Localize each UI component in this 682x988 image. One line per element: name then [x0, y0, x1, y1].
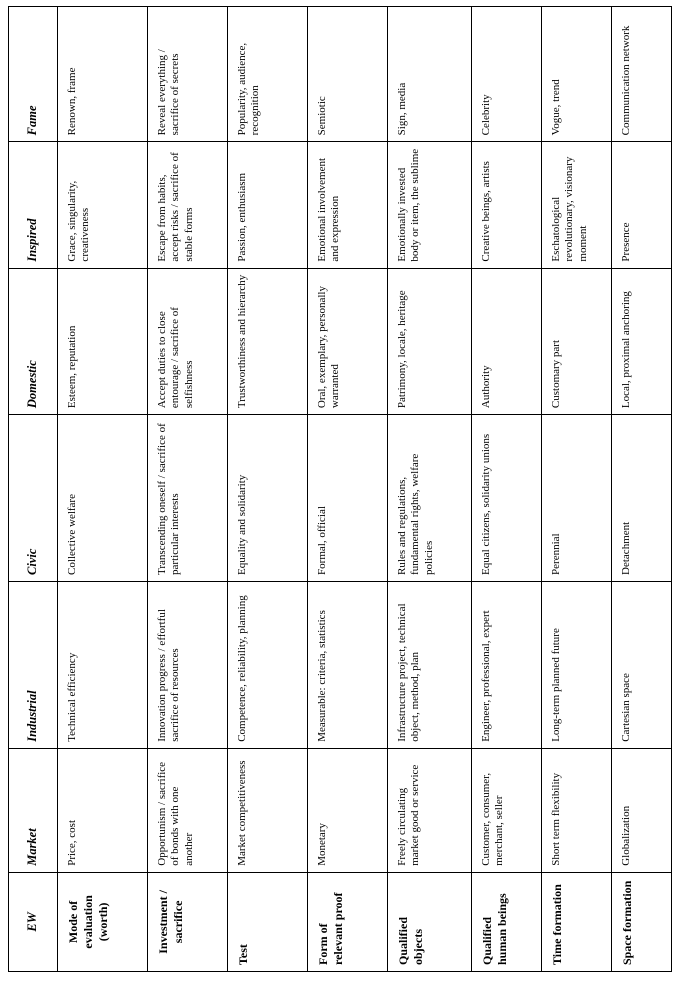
table-cell: Oral, exemplary, personally warranted: [308, 268, 388, 415]
table-cell: Equality and solidarity: [228, 415, 308, 582]
table-cell: Technical efficiency: [58, 581, 148, 748]
table-cell: Short term flexibility: [542, 748, 612, 872]
table-cell: Patrimony, locale, heritage: [388, 268, 472, 415]
row-label: Qualified human beings: [472, 872, 542, 971]
table-cell: Popularity, audience, recognition: [228, 7, 308, 142]
table-cell: Celebrity: [472, 7, 542, 142]
header-cell-fame: Fame: [9, 7, 58, 142]
table-cell: Rules and regulations, fundamental rights, welfare policies: [388, 415, 472, 582]
table-cell: Reveal everything / sacrifice of secrets: [148, 7, 228, 142]
table-cell: Communication network: [612, 7, 672, 142]
table-cell: Detachment: [612, 415, 672, 582]
row-label: Time formation: [542, 872, 612, 971]
table-row: [612, 7, 672, 972]
table-row: [542, 7, 612, 972]
table-cell: Customer, consumer, merchant, seller: [472, 748, 542, 872]
table-cell: Grace, singularity, creativeness: [58, 142, 148, 268]
table-cell: Trustworthiness and hierarchy: [228, 268, 308, 415]
table-row: [228, 7, 308, 972]
header-cell-market: Market: [9, 748, 58, 872]
table-cell: Infrastructure project, technical object, method, plan: [388, 581, 472, 748]
header-cell-ew: EW: [9, 872, 58, 971]
table-cell: Emotional involvement and expression: [308, 142, 388, 268]
table-cell: Transcending oneself / sacrifice of particular interests: [148, 415, 228, 582]
row-label: Mode of evaluation (worth): [58, 872, 148, 971]
worth-orders-table: [8, 6, 672, 972]
table-cell: Cartesian space: [612, 581, 672, 748]
table-cell: Customary part: [542, 268, 612, 415]
table-row: [308, 7, 388, 972]
table-cell: Price, cost: [58, 748, 148, 872]
table-row: [58, 7, 148, 972]
table-cell: Collective welfare: [58, 415, 148, 582]
table-header: [9, 7, 58, 972]
table-cell: Presence: [612, 142, 672, 268]
table-cell: Emotionally invested body or item, the sublime: [388, 142, 472, 268]
row-label: Form of relevant proof: [308, 872, 388, 971]
header-cell-civic: Civic: [9, 415, 58, 582]
row-label: Space formation: [612, 872, 672, 971]
table-cell: Passion, enthusiasm: [228, 142, 308, 268]
table-cell: Measurable: criteria, statistics: [308, 581, 388, 748]
table-cell: Esteem, reputation: [58, 268, 148, 415]
table-cell: Semiotic: [308, 7, 388, 142]
table-cell: Opportunism / sacrifice of bonds with one another: [148, 748, 228, 872]
header-cell-inspired: Inspired: [9, 142, 58, 268]
table-cell: Engineer, professional, expert: [472, 581, 542, 748]
header-cell-domestic: Domestic: [9, 268, 58, 415]
table-cell: Escape from habits, accept risks / sacrifice of stable forms: [148, 142, 228, 268]
table-cell: Globalization: [612, 748, 672, 872]
table-cell: Authority: [472, 268, 542, 415]
table-cell: Innovation progress / effortful sacrifice of resources: [148, 581, 228, 748]
table-cell: Local, proximal anchoring: [612, 268, 672, 415]
table-cell: Long-term planned future: [542, 581, 612, 748]
table-row: [148, 7, 228, 972]
row-label: Test: [228, 872, 308, 971]
table-cell: Monetary: [308, 748, 388, 872]
table-cell: Renown, frame: [58, 7, 148, 142]
table-cell: Freely circulating market good or service: [388, 748, 472, 872]
header-cell-industrial: Industrial: [9, 581, 58, 748]
table-cell: Market competitiveness: [228, 748, 308, 872]
table-cell: Sign, media: [388, 7, 472, 142]
row-label: Qualified objects: [388, 872, 472, 971]
table-cell: Formal, official: [308, 415, 388, 582]
table-cell: Competence, reliability, planning: [228, 581, 308, 748]
table-cell: Accept duties to close entourage / sacrifice of selfishness: [148, 268, 228, 415]
table-body: [58, 7, 672, 972]
table-cell: Creative beings, artists: [472, 142, 542, 268]
table-row: [472, 7, 542, 972]
table-cell: Vogue, trend: [542, 7, 612, 142]
table-cell: Eschatological revolutionary, visionary moment: [542, 142, 612, 268]
table-cell: Equal citizens, solidarity unions: [472, 415, 542, 582]
table-row: [388, 7, 472, 972]
header-row: [9, 7, 58, 972]
row-label: Investment / sacrifice: [148, 872, 228, 971]
table-cell: Perennial: [542, 415, 612, 582]
